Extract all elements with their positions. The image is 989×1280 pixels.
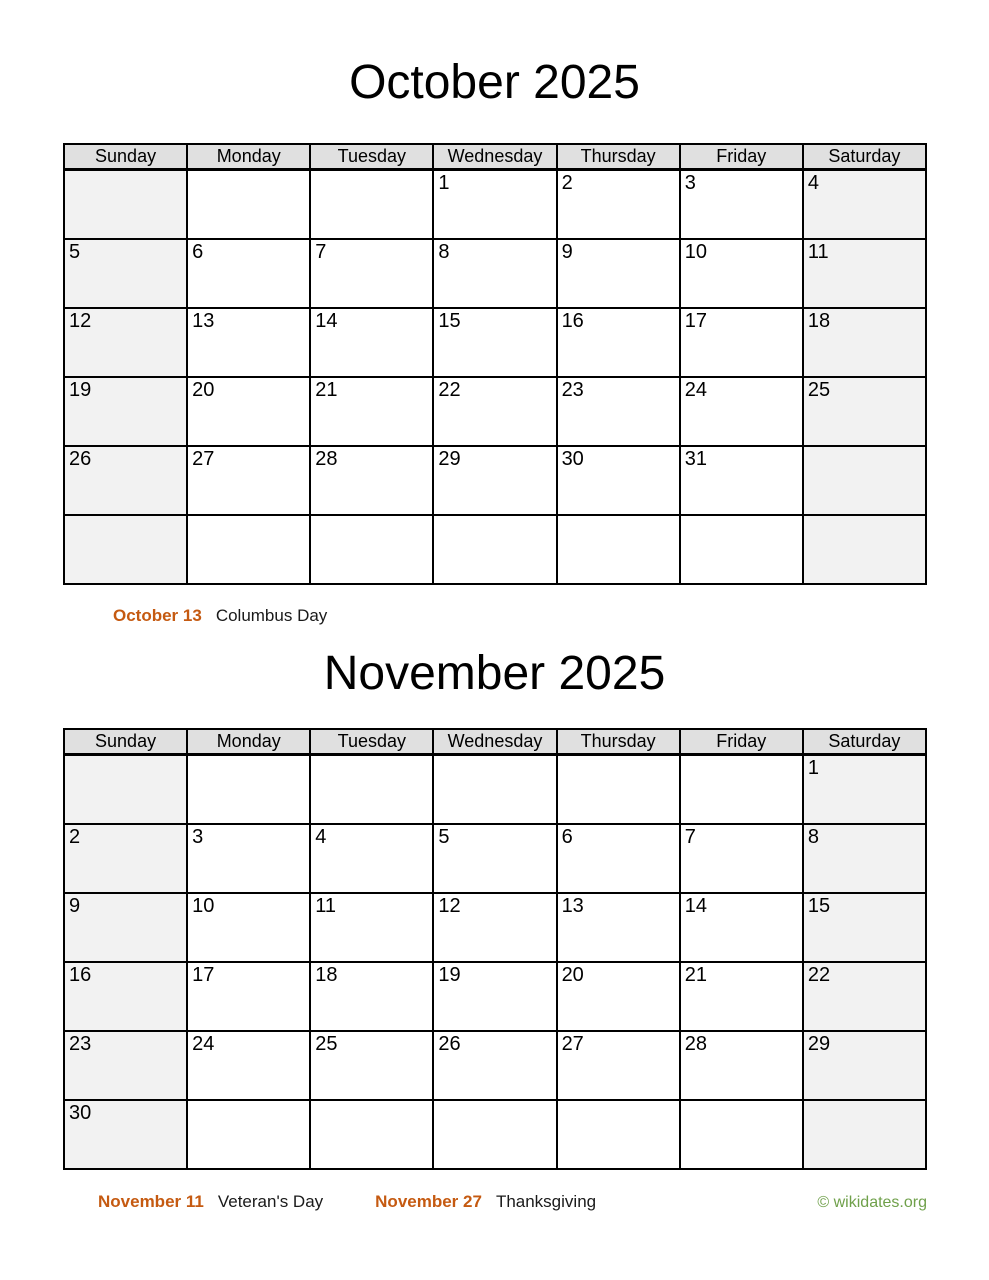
day-cell-4 <box>803 170 926 240</box>
day-cell-28 <box>310 446 433 515</box>
day-header-sunday: Sunday <box>64 144 187 170</box>
day-header-row <box>64 144 926 170</box>
day-cell-18 <box>803 308 926 377</box>
day-number <box>311 183 315 184</box>
day-cell-2 <box>64 824 187 893</box>
day-number <box>65 768 69 769</box>
day-header-saturday: Saturday <box>803 144 926 170</box>
week-row <box>64 1031 926 1100</box>
empty-day-cell <box>310 1100 433 1169</box>
day-cell-14 <box>310 308 433 377</box>
week-row <box>64 962 926 1031</box>
day-cell-21 <box>680 962 803 1031</box>
day-number: 20 <box>192 379 215 401</box>
day-header-row <box>64 729 926 755</box>
day-cell-15 <box>433 308 556 377</box>
day-number <box>311 528 315 529</box>
november-title: November 2025 <box>323 647 666 700</box>
november-calendar-body <box>64 755 926 1170</box>
day-number <box>558 768 562 769</box>
day-cell-1 <box>433 170 556 240</box>
day-number: 26 <box>438 1033 461 1055</box>
day-cell-29 <box>433 446 556 515</box>
day-number <box>311 1113 315 1114</box>
day-cell-3 <box>680 170 803 240</box>
day-number: 1 <box>438 172 450 194</box>
day-number: 21 <box>315 379 338 401</box>
day-header-thursday: Thursday <box>557 729 680 755</box>
day-number <box>681 768 685 769</box>
empty-day-cell <box>557 1100 680 1169</box>
day-number: 30 <box>561 448 584 470</box>
week-row <box>64 239 926 308</box>
empty-day-cell <box>680 1100 803 1169</box>
november-calendar-header <box>64 729 926 755</box>
day-cell-20 <box>557 962 680 1031</box>
empty-day-cell <box>803 1100 926 1169</box>
day-cell-28 <box>680 1031 803 1100</box>
day-header-tuesday: Tuesday <box>310 144 433 170</box>
empty-day-cell <box>310 170 433 240</box>
day-number: 23 <box>561 379 584 401</box>
day-number: 30 <box>69 1102 92 1124</box>
day-number <box>804 459 808 460</box>
day-number <box>311 768 315 769</box>
empty-day-cell <box>64 170 187 240</box>
day-number <box>434 1113 438 1114</box>
november-holiday-1-date: November 11 <box>98 1192 204 1211</box>
day-header-monday: Monday <box>187 729 310 755</box>
empty-day-cell <box>64 515 187 584</box>
october-calendar-header <box>64 144 926 170</box>
empty-day-cell <box>433 515 556 584</box>
day-number: 29 <box>807 1033 831 1055</box>
day-cell-4 <box>310 824 433 893</box>
empty-day-cell <box>557 755 680 825</box>
day-cell-6 <box>187 239 310 308</box>
day-number <box>188 528 192 529</box>
day-cell-17 <box>187 962 310 1031</box>
day-number: 27 <box>192 448 215 470</box>
day-number: 13 <box>561 895 584 917</box>
day-header-wednesday: Wednesday <box>433 144 556 170</box>
day-number: 15 <box>807 895 831 917</box>
day-number: 4 <box>315 826 327 848</box>
empty-day-cell <box>187 1100 310 1169</box>
day-cell-27 <box>187 446 310 515</box>
week-row <box>64 1100 926 1169</box>
day-number: 5 <box>438 826 450 848</box>
day-number <box>558 1113 562 1114</box>
day-cell-24 <box>680 377 803 446</box>
day-number: 18 <box>315 964 338 986</box>
day-cell-25 <box>803 377 926 446</box>
day-number: 11 <box>807 241 829 263</box>
day-cell-15 <box>803 893 926 962</box>
day-cell-30 <box>557 446 680 515</box>
day-number <box>65 528 69 529</box>
day-number: 7 <box>684 826 696 848</box>
day-cell-6 <box>557 824 680 893</box>
november-calendar-table <box>63 728 927 1170</box>
november-notes-footer <box>63 1192 927 1213</box>
day-cell-22 <box>433 377 556 446</box>
day-cell-23 <box>64 1031 187 1100</box>
day-cell-7 <box>310 239 433 308</box>
day-cell-7 <box>680 824 803 893</box>
day-number: 25 <box>315 1033 338 1055</box>
day-cell-8 <box>803 824 926 893</box>
day-number: 6 <box>561 826 573 848</box>
day-cell-21 <box>310 377 433 446</box>
day-number: 5 <box>69 241 81 263</box>
day-cell-19 <box>64 377 187 446</box>
day-cell-26 <box>64 446 187 515</box>
day-number <box>804 528 808 529</box>
day-number: 19 <box>69 379 92 401</box>
day-number: 19 <box>438 964 461 986</box>
day-cell-31 <box>680 446 803 515</box>
october-calendar-table <box>63 143 927 585</box>
wikidates-copyright: © wikidates.org <box>817 1194 927 1211</box>
day-cell-1 <box>803 755 926 825</box>
day-cell-13 <box>187 308 310 377</box>
day-cell-30 <box>64 1100 187 1169</box>
day-cell-23 <box>557 377 680 446</box>
day-cell-13 <box>557 893 680 962</box>
october-holiday-label: Columbus Day <box>215 606 328 625</box>
day-cell-20 <box>187 377 310 446</box>
day-number: 2 <box>69 826 81 848</box>
day-number: 14 <box>315 310 338 332</box>
day-cell-16 <box>64 962 187 1031</box>
empty-day-cell <box>187 515 310 584</box>
october-notes <box>63 606 927 626</box>
day-cell-10 <box>680 239 803 308</box>
week-row <box>64 515 926 584</box>
empty-day-cell <box>64 755 187 825</box>
day-number: 20 <box>561 964 584 986</box>
day-cell-16 <box>557 308 680 377</box>
day-cell-27 <box>557 1031 680 1100</box>
day-cell-17 <box>680 308 803 377</box>
day-cell-12 <box>64 308 187 377</box>
day-number: 16 <box>561 310 584 332</box>
october-calendar-body <box>64 170 926 585</box>
day-number: 10 <box>192 895 215 917</box>
week-row <box>64 170 926 240</box>
week-row <box>64 893 926 962</box>
empty-day-cell <box>680 515 803 584</box>
week-row <box>64 377 926 446</box>
day-number: 13 <box>192 310 215 332</box>
empty-day-cell <box>310 755 433 825</box>
empty-day-cell <box>803 515 926 584</box>
day-number: 28 <box>684 1033 707 1055</box>
empty-day-cell <box>310 515 433 584</box>
week-row <box>64 824 926 893</box>
day-number: 22 <box>807 964 831 986</box>
day-number: 25 <box>807 379 831 401</box>
day-number: 14 <box>684 895 707 917</box>
day-cell-29 <box>803 1031 926 1100</box>
day-number: 18 <box>807 310 831 332</box>
day-number: 24 <box>684 379 707 401</box>
day-number: 29 <box>438 448 461 470</box>
day-number <box>434 768 438 769</box>
day-cell-24 <box>187 1031 310 1100</box>
day-number <box>65 183 69 184</box>
day-cell-26 <box>433 1031 556 1100</box>
day-number: 10 <box>684 241 707 263</box>
empty-day-cell <box>187 170 310 240</box>
day-cell-2 <box>557 170 680 240</box>
day-number: 17 <box>684 310 707 332</box>
day-number <box>558 528 562 529</box>
day-number: 7 <box>315 241 327 263</box>
day-cell-8 <box>433 239 556 308</box>
day-number <box>188 183 192 184</box>
day-number <box>681 528 685 529</box>
day-cell-19 <box>433 962 556 1031</box>
empty-day-cell <box>433 1100 556 1169</box>
day-number: 27 <box>561 1033 584 1055</box>
day-header-friday: Friday <box>680 729 803 755</box>
day-number <box>188 768 192 769</box>
day-cell-5 <box>64 239 187 308</box>
october-holiday-date: October 13 <box>113 606 202 625</box>
day-cell-5 <box>433 824 556 893</box>
day-header-friday: Friday <box>680 144 803 170</box>
day-number: 31 <box>684 448 707 470</box>
november-holiday-2-date: November 27 <box>375 1192 482 1211</box>
november-holiday-2-label: Thanksgiving <box>495 1192 597 1211</box>
empty-day-cell <box>433 755 556 825</box>
day-cell-10 <box>187 893 310 962</box>
day-cell-25 <box>310 1031 433 1100</box>
day-cell-18 <box>310 962 433 1031</box>
day-cell-14 <box>680 893 803 962</box>
day-number: 23 <box>69 1033 92 1055</box>
day-number: 1 <box>807 757 819 779</box>
day-number: 12 <box>69 310 92 332</box>
day-number: 6 <box>192 241 204 263</box>
day-cell-9 <box>557 239 680 308</box>
day-number: 9 <box>561 241 573 263</box>
day-header-thursday: Thursday <box>557 144 680 170</box>
day-number: 4 <box>807 172 819 194</box>
week-row <box>64 308 926 377</box>
november-holiday-1-label: Veteran's Day <box>217 1192 324 1211</box>
week-row <box>64 446 926 515</box>
day-cell-22 <box>803 962 926 1031</box>
day-number: 15 <box>438 310 461 332</box>
empty-day-cell <box>557 515 680 584</box>
day-cell-12 <box>433 893 556 962</box>
day-number <box>804 1113 808 1114</box>
day-number: 3 <box>192 826 204 848</box>
empty-day-cell <box>680 755 803 825</box>
day-cell-11 <box>310 893 433 962</box>
day-number: 11 <box>315 895 337 917</box>
day-header-tuesday: Tuesday <box>310 729 433 755</box>
day-header-wednesday: Wednesday <box>433 729 556 755</box>
october-title: October 2025 <box>349 56 640 109</box>
day-header-sunday: Sunday <box>64 729 187 755</box>
day-number: 12 <box>438 895 461 917</box>
day-header-saturday: Saturday <box>803 729 926 755</box>
day-number: 3 <box>684 172 696 194</box>
empty-day-cell <box>803 446 926 515</box>
day-number <box>681 1113 685 1114</box>
day-cell-9 <box>64 893 187 962</box>
day-cell-11 <box>803 239 926 308</box>
november-holiday-2 <box>375 1192 596 1212</box>
day-number: 17 <box>192 964 215 986</box>
day-number: 8 <box>807 826 819 848</box>
day-number: 16 <box>69 964 92 986</box>
empty-day-cell <box>187 755 310 825</box>
day-number: 2 <box>561 172 573 194</box>
day-number: 21 <box>684 964 707 986</box>
day-number <box>434 528 438 529</box>
day-number: 22 <box>438 379 461 401</box>
day-number: 8 <box>438 241 450 263</box>
week-row <box>64 755 926 825</box>
day-cell-3 <box>187 824 310 893</box>
day-number: 24 <box>192 1033 215 1055</box>
day-number: 28 <box>315 448 338 470</box>
day-number: 9 <box>69 895 81 917</box>
day-number: 26 <box>69 448 92 470</box>
day-number <box>188 1113 192 1114</box>
day-header-monday: Monday <box>187 144 310 170</box>
